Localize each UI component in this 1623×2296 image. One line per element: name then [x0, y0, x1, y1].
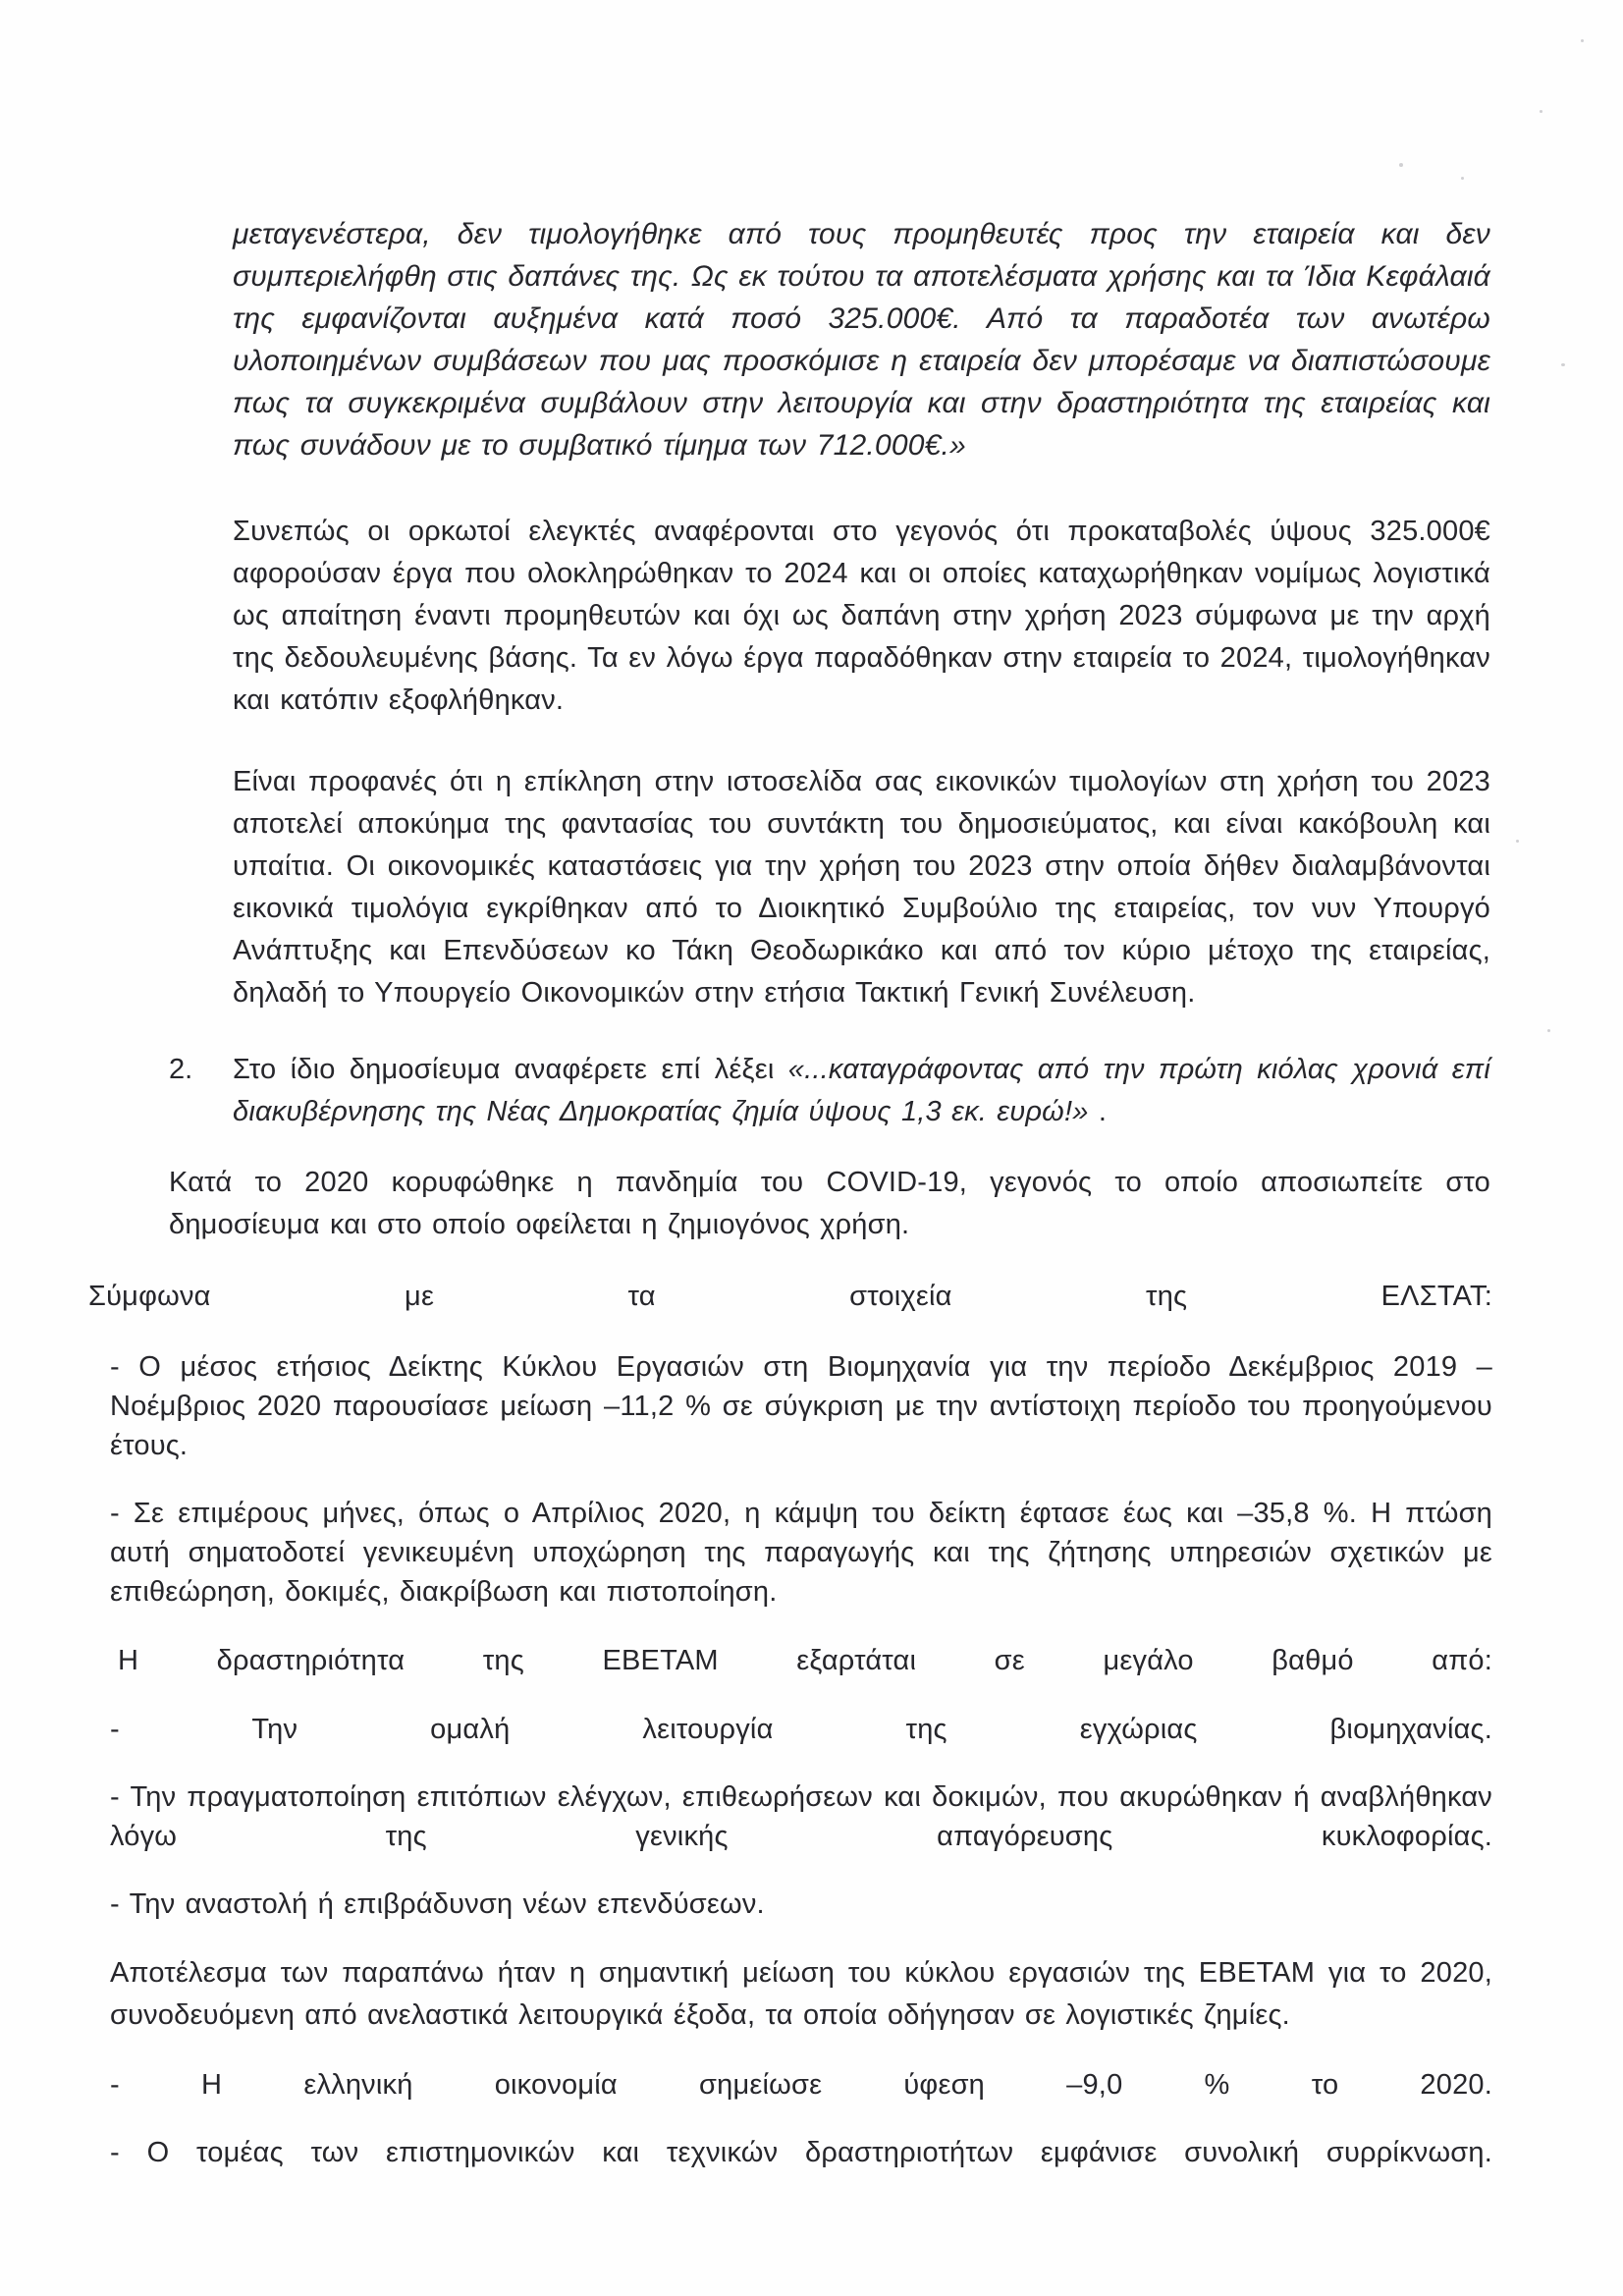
- elstat-heading-line: Σύμφωνα με τα στοιχεία της ΕΛΣΤΑΤ:: [88, 1281, 1492, 1312]
- scan-artifact: [1547, 1029, 1550, 1032]
- quote-continuation-paragraph: μεταγενέστερα, δεν τιμολογήθηκε από τους προμηθευτές προς την εταιρεία και δεν συμπεριελήφθη στις δαπάνες της. Ως εκ τούτου τα αποτελέσματα χρήσης και τα Ίδια Κεφάλαιά της εμφανίζονται αυξημένα κατά ποσό 325.000€. Από τα παραδοτέα των ανωτέρω υλοποιημένων συμβάσεων που μας προσκόμισε η εταιρεία δεν μπορέσαμε να διαπιστώσουμε πως τα συγκεκριμένα συμβάλουν στην λειτουργία και στην δραστηριότητα της εταιρείας και πως συνάδουν με το συμβατικό τίμημα των 712.000€.»: [233, 218, 1490, 462]
- turnover-result-paragraph: Αποτέλεσμα των παραπάνω ήταν η σημαντική μείωση του κύκλου εργασιών της ΕΒΕΤΑΜ για το 2020, συνοδευόμενη από ανελαστικά λειτουργικά έξοδα, τα οποία οδήγησαν σε λογιστικές ζημίες.: [110, 1957, 1492, 2031]
- auditors-explanation-paragraph: Συνεπώς οι ορκωτοί ελεγκτές αναφέρονται στο γεγονός ότι προκαταβολές ύψους 325.000€ αφορούσαν έργα που ολοκληρώθηκαν το 2024 και οι οποίες καταχωρήθηκαν νομίμως λογιστικά ως απαίτηση έναντι προμηθευτών και όχι ως δαπάνη στην χρήση 2023 σύμφωνα με την αρχή της δεδουλευμένης βάσης. Τα εν λόγω έργα παραδόθηκαν στην εταιρεία το 2024, τιμολογήθηκαν και κατόπιν εξοφλήθηκαν.: [233, 516, 1490, 716]
- dependency-bullet-investments: - Την αναστολή ή επιβράδυνση νέων επενδύσεων.: [110, 1888, 765, 1920]
- scientific-sector-bullet: - Ο τομέας των επιστημονικών και τεχνικών δραστηριοτήτων εμφάνισε συνολική συρρίκνωση.: [110, 2137, 1492, 2168]
- item-2-suffix: .: [1088, 1096, 1108, 1127]
- scan-artifact: [1399, 163, 1403, 167]
- scan-artifact: [1461, 177, 1464, 180]
- greek-economy-bullet: - Η ελληνική οικονομία σημείωσε ύφεση –9,0 % το 2020.: [110, 2069, 1492, 2101]
- monthly-index-bullet: - Σε επιμέρους μήνες, όπως ο Απρίλιος 2020, η κάμψη του δείκτη έφτασε έως και –35,8 %. Η πτώση αυτή σηματοδοτεί γενικευμένη υποχώρηση της παραγωγής και της ζήτησης υπηρεσιών σχετικών με επιθεώρηση, δοκιμές, διακρίβωση και πιστοποίηση.: [110, 1498, 1492, 1608]
- dependency-bullet-industry: - Την ομαλή λειτουργία της εγχώριας βιομηχανίας.: [110, 1714, 1492, 1745]
- item-2-text: [233, 1049, 1490, 1133]
- industry-index-bullet: - Ο μέσος ετήσιος Δείκτης Κύκλου Εργασιών στη Βιομηχανία για την περίοδο Δεκέμβριος 2019 – Νοέμβριος 2020 παρουσίασε μείωση –11,2 % σε σύγκριση με την αντίστοιχη περίοδο του προηγούμενου έτους.: [110, 1351, 1492, 1461]
- item-2-quote: «...καταγράφοντας από την πρώτη κιόλας χρονιά επί διακυβέρνησης της Νέας Δημοκρατίας ζημία ύψους 1,3 εκ. ευρώ!»: [233, 1054, 1490, 1127]
- item-2-prefix: Στο ίδιο δημοσίευμα αναφέρετε επί λέξει: [233, 1054, 788, 1085]
- scan-artifact: [1540, 110, 1542, 113]
- dependency-bullet-inspections: - Την πραγματοποίηση επιτόπιων ελέγχων, επιθεωρήσεων και δοκιμών, που ακυρώθηκαν ή αναβλήθηκαν λόγω της γενικής απαγόρευσης κυκλοφορίας.: [110, 1781, 1492, 1852]
- scan-artifact: [1516, 840, 1519, 843]
- covid-pandemic-paragraph: Κατά το 2020 κορυφώθηκε η πανδημία του COVID-19, γεγονός το οποίο αποσιωπείτε στο δημοσίευμα και στο οποίο οφείλεται η ζημιογόνος χρήση.: [169, 1167, 1490, 1240]
- numbered-item-2: [169, 1049, 1490, 1133]
- fictitious-invoices-rebuttal-paragraph: Είναι προφανές ότι η επίκληση στην ιστοσελίδα σας εικονικών τιμολογίων στη χρήση του 2023 αποτελεί αποκύημα της φαντασίας του συντάκτη του δημοσιεύματος, και είναι κακόβουλη και υπαίτια. Οι οικονομικές καταστάσεις για την χρήση του 2023 στην οποία δήθεν διαλαμβάνονται εικονικά τιμολόγια εγκρίθηκαν από το Διοικητικό Συμβούλιο της εταιρείας, τον νυν Υπουργό Ανάπτυξης και Επενδύσεων κο Τάκη Θεοδωρικάκο και από τον κύριο μέτοχο της εταιρείας, δηλαδή το Υπουργείο Οικονομικών στην ετήσια Τακτική Γενική Συνέλευση.: [233, 766, 1490, 1009]
- ebetam-activity-heading-line: Η δραστηριότητα της ΕΒΕΤΑΜ εξαρτάται σε μεγάλο βαθμό από:: [118, 1645, 1492, 1676]
- scan-artifact: [1561, 363, 1565, 366]
- item-number: 2.: [169, 1054, 193, 1085]
- scan-artifact: [1581, 39, 1584, 42]
